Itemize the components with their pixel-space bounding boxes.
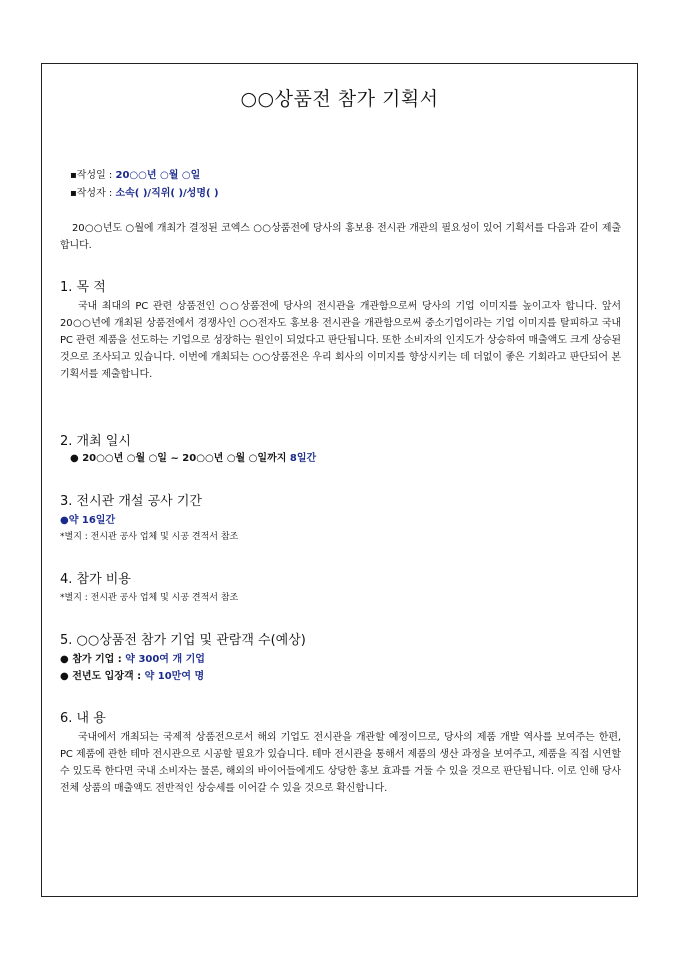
section-3-heading: 3. 전시관 개설 공사 기간 bbox=[60, 494, 202, 509]
visitors-label: ● 전년도 입장객 : bbox=[60, 671, 145, 682]
section-3-period: ●약 16일간 bbox=[60, 515, 116, 526]
schedule-duration: 8일간 bbox=[289, 453, 317, 464]
visitors-value: 약 10만여 명 bbox=[144, 671, 205, 682]
author-line bbox=[70, 185, 219, 202]
date-line bbox=[70, 167, 200, 184]
intro-paragraph: 20○○년도 ○월에 개최가 결정된 코엑스 ○○상품전에 당사의 홍보용 전시관 개관의 필요성이 있어 기획서를 다음과 같이 제출합니다. bbox=[60, 223, 621, 251]
section-5-heading: 5. ○○상품전 참가 기업 및 관람객 수(예상) bbox=[60, 633, 306, 648]
date-value: 20○○년 ○월 ○일 bbox=[115, 170, 201, 181]
visitors-line bbox=[60, 668, 204, 685]
participants-line bbox=[60, 651, 205, 668]
document-title: ○○상품전 참가 기획서 bbox=[240, 88, 439, 110]
section-6-body: 국내에서 개최되는 국제적 상품전으로서 해외 기업도 전시관을 개관할 예정이므로, 당사의 제품 개발 역사를 보여주는 한편, PC 제품에 관한 테마 전시관으로 시공할 필요가 있습니다. 테마 전시관을 통해서 제품의 생산 과정을 보여주고, 제품을 직접 시연할 수 있도록 한다면 국내 소비자는 물론, 해외의 바이어들에게도 상당한 홍보 효과를 거둘 수 있을 것으로 판단됩니다. 이로 인해 당사 전체 상품의 매출액도 전반적인 상승세를 이어갈 수 있을 것으로 확신합니다. bbox=[60, 732, 621, 794]
schedule-text: ● 20○○년 ○월 ○일 ~ 20○○년 ○월 ○일까지 bbox=[70, 453, 290, 464]
author-value: 소속( )/직위( )/성명( ) bbox=[115, 188, 219, 199]
document-frame bbox=[41, 63, 638, 897]
section-4-heading: 4. 참가 비용 bbox=[60, 572, 131, 587]
participants-label: ● 참가 기업 : bbox=[60, 654, 126, 665]
section-1-heading: 1. 목 적 bbox=[60, 280, 106, 295]
author-label: ▪작성자 : bbox=[70, 188, 116, 199]
date-label: ▪작성일 : bbox=[70, 170, 116, 181]
section-2-line bbox=[70, 450, 316, 467]
section-3-note: *별지 : 전시관 공사 업체 및 시공 견적서 참조 bbox=[60, 532, 239, 542]
section-1-body: 국내 최대의 PC 관련 상품전인 ○○상품전에 당사의 전시관을 개관함으로써 당사의 기업 이미지를 높이고자 합니다. 앞서 20○○년에 개최된 상품전에서 경쟁사인 ○○전자도 홍보용 전시관을 개관함으로써 중소기업이라는 기업 이미지를 탈피하고 국내 PC 관련 제품을 선도하는 기업으로 성장하는 원인이 되었다고 판단됩니다. 또한 소비자의 인지도가 상승하여 매출액도 크게 상승된 것으로 조사되고 있습니다. 이번에 개최되는 ○○상품전은 우리 회사의 이미지를 향상시키는 데 더없이 좋은 기회라고 판단되어 본 기획서를 제출합니다. bbox=[60, 301, 621, 380]
section-2-heading: 2. 개최 일시 bbox=[60, 434, 131, 449]
section-6-heading: 6. 내 용 bbox=[60, 711, 106, 726]
section-4-note: *별지 : 전시관 공사 업체 및 시공 견적서 참조 bbox=[60, 593, 239, 603]
participants-value: 약 300여 개 기업 bbox=[125, 654, 205, 665]
